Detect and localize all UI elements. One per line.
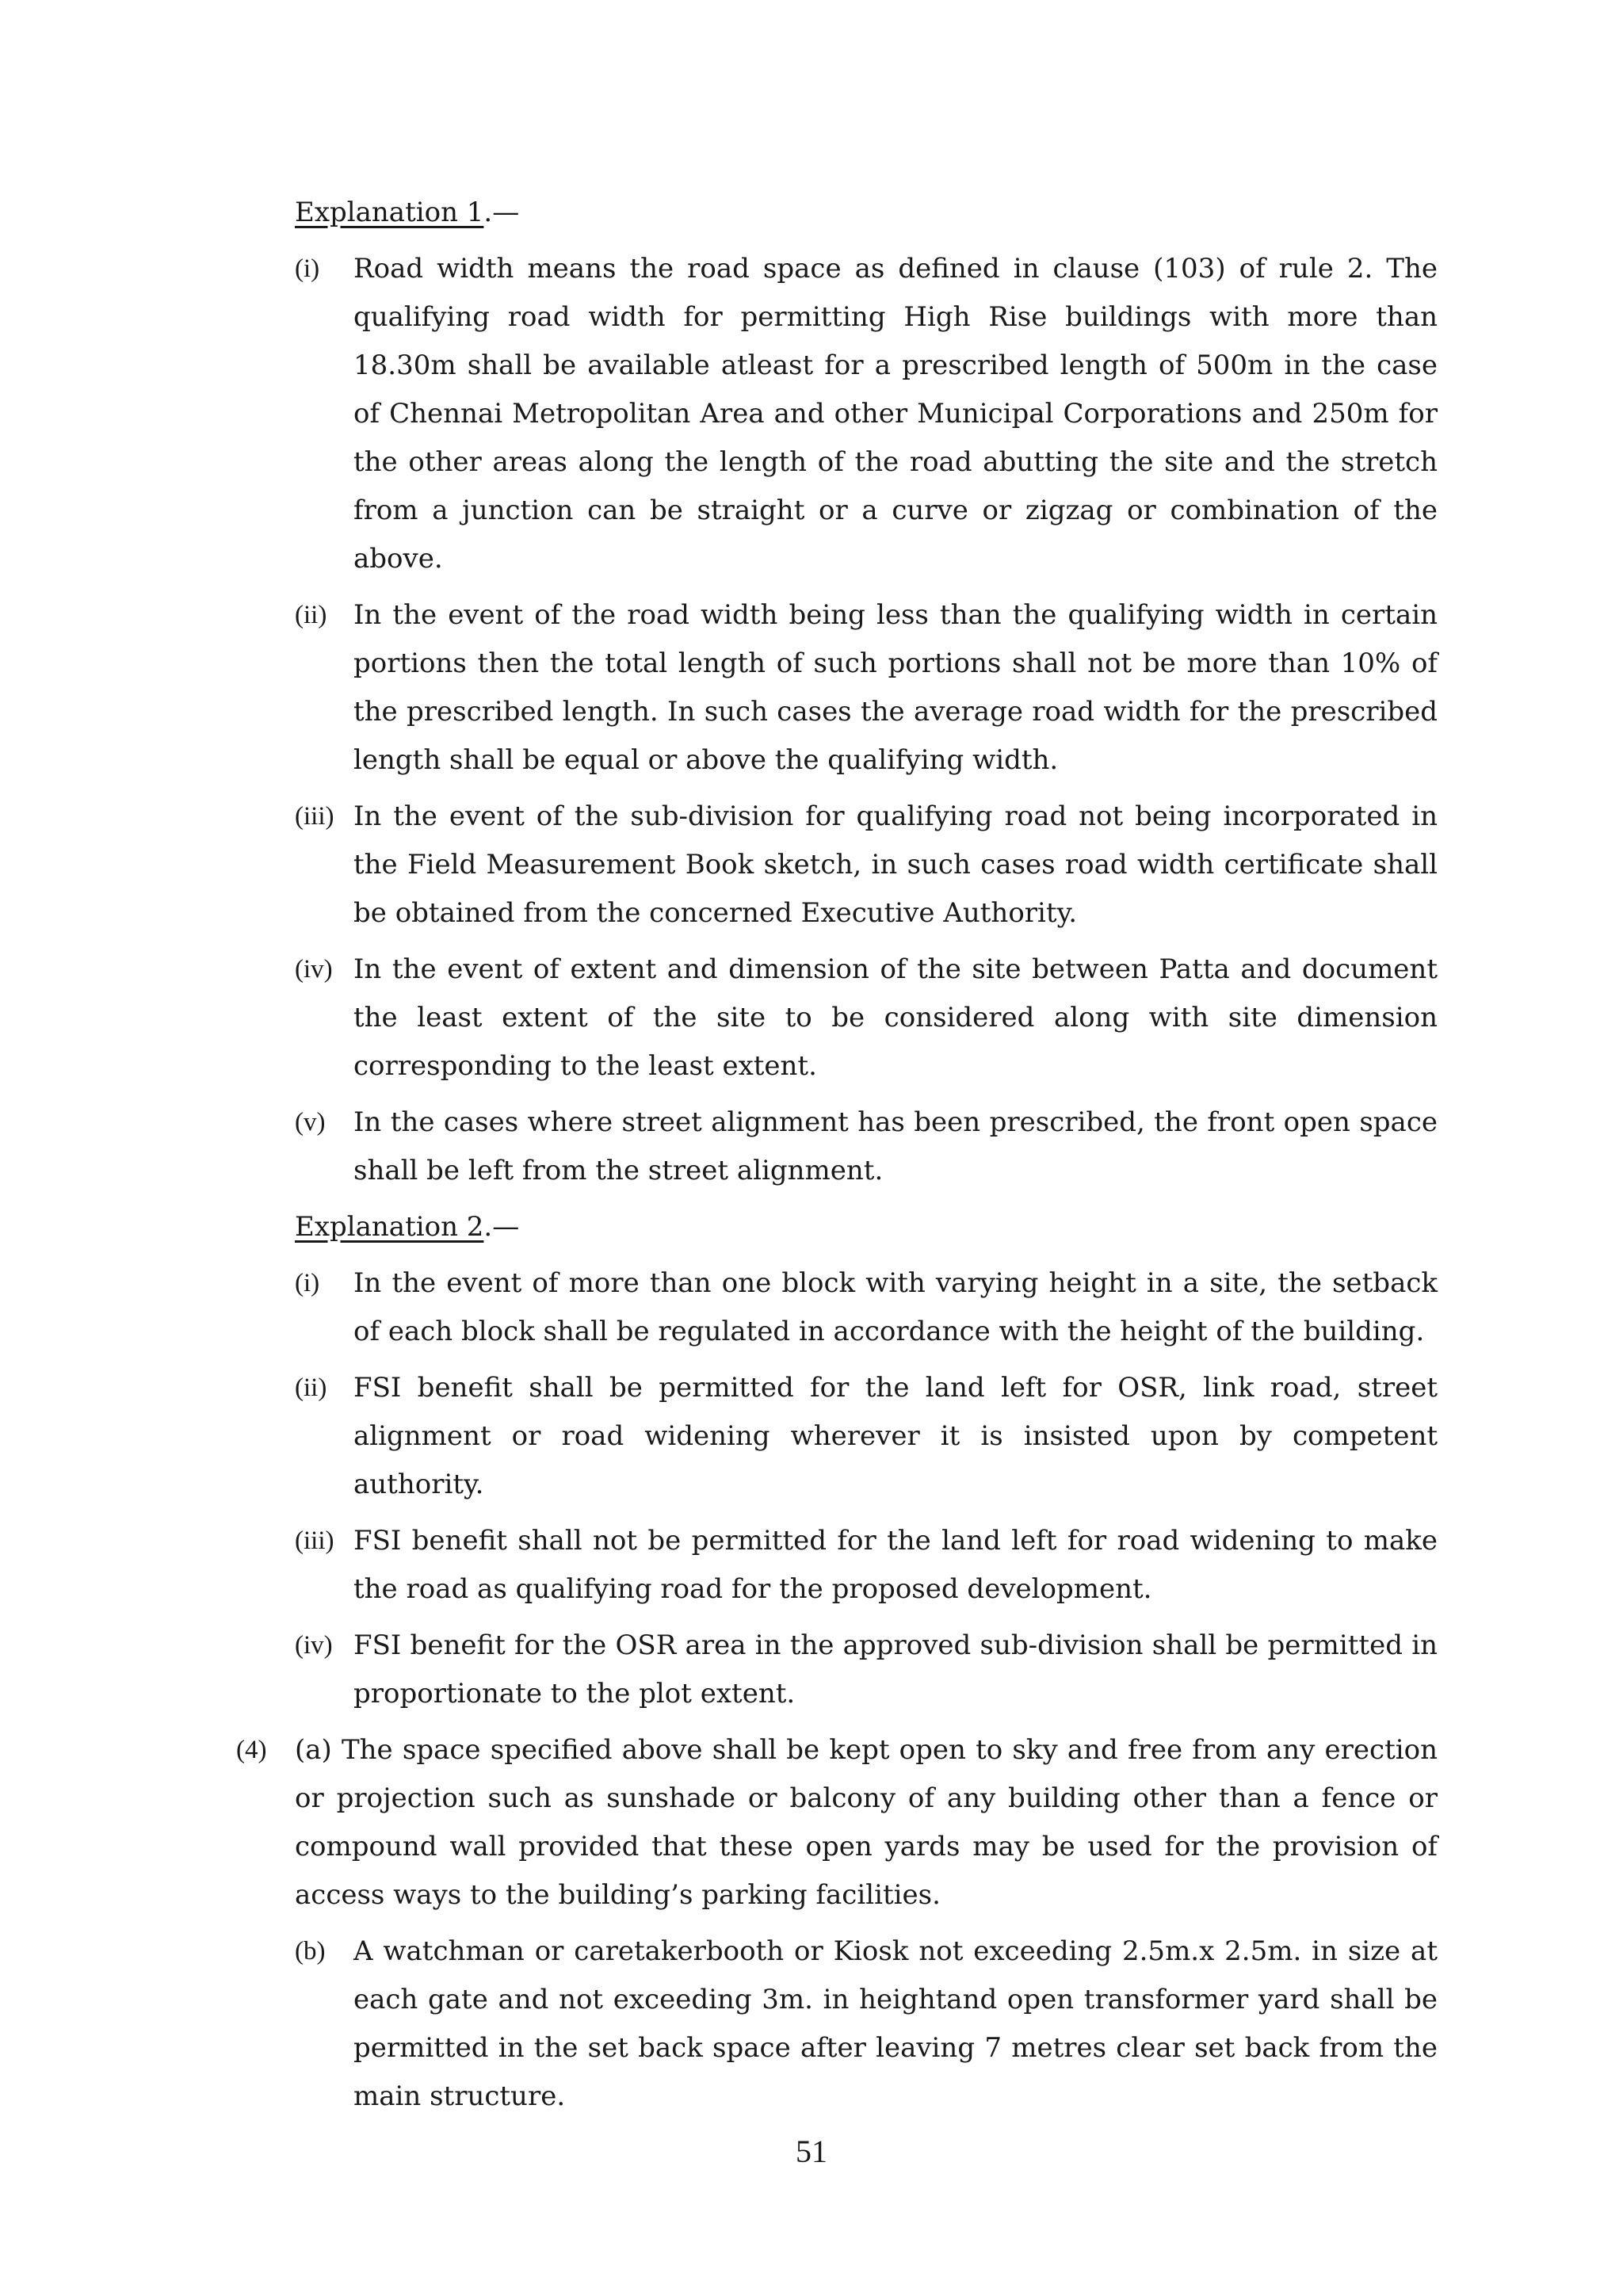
explanation-1-heading-text: Explanation 1 <box>295 197 484 228</box>
explanation-1-item-i <box>236 245 1438 583</box>
item-text: In the event of extent and dimension of the site between Patta and document the least extent of the site to be considered along with site dimension corresponding to the least extent. <box>353 953 1438 1082</box>
explanation-2-item-iii <box>236 1517 1438 1614</box>
item-number: (iv) <box>295 1631 333 1660</box>
explanation-1-item-iv <box>236 946 1438 1091</box>
item-number: (i) <box>295 1269 320 1297</box>
item-text: FSI benefit shall be permitted for the land left for OSR, link road, street alignment or road widening wherever it is insisted upon by competent authority. <box>353 1372 1438 1500</box>
explanation-2-item-i <box>236 1259 1438 1356</box>
item-text: FSI benefit shall not be permitted for the land left for road widening to make the road as qualifying road for the proposed development. <box>353 1525 1438 1605</box>
item-text: A watchman or caretakerbooth or Kiosk not exceeding 2.5m.x 2.5m. in size at each gate and not exceeding 3m. in heightand open transformer yard shall be permitted in the set back space after leaving 7 metres clear set back from the main structure. <box>353 1935 1438 2112</box>
page-content <box>236 189 1438 2129</box>
item-text: FSI benefit for the OSR area in the approved sub-division shall be permitted in proportionate to the plot extent. <box>353 1629 1438 1710</box>
clause-text: (a) The space specified above shall be kept open to sky and free from any erection or projection such as sunshade or balcony of any building other than a fence or compound wall provided that these open yards may be used for the provision of access ways to the building’s parking facilities. <box>295 1734 1438 1911</box>
item-text: In the event of the road width being less than the qualifying width in certain portions then the total length of such portions shall not be more than 10% of the prescribed length. In such cases the average road width for the prescribed length shall be equal or above the qualifying width. <box>353 599 1438 776</box>
item-number: (b) <box>295 1937 326 1966</box>
item-number: (v) <box>295 1108 326 1137</box>
explanation-1-item-ii <box>236 591 1438 785</box>
item-number: (i) <box>295 254 320 283</box>
page-number: 51 <box>796 2134 827 2169</box>
item-number: (iv) <box>295 955 333 984</box>
item-text: In the cases where street alignment has been prescribed, the front open space shall be left from the street alignment. <box>353 1106 1438 1186</box>
explanation-2-heading-text: Explanation 2 <box>295 1211 484 1243</box>
item-number: (ii) <box>295 1373 327 1402</box>
explanation-2-item-iv <box>236 1622 1438 1718</box>
item-text: In the event of more than one block with varying height in a site, the setback of each block shall be regulated in accordance with the height of the building. <box>353 1267 1438 1347</box>
explanation-1-item-iii <box>236 793 1438 938</box>
explanation-1-dash: .— <box>483 197 520 228</box>
item-number: (iii) <box>295 802 334 831</box>
item-number: (iii) <box>295 1526 334 1555</box>
clause-number: (4) <box>236 1736 267 1764</box>
item-number: (ii) <box>295 601 327 629</box>
item-text: In the event of the sub-division for qualifying road not being incorporated in the Field Measurement Book sketch, in such cases road width certificate shall be obtained from the concerned Executive Authority. <box>353 800 1438 929</box>
item-text: Road width means the road space as defined in clause (103) of rule 2. The qualifying road width for permitting High Rise buildings with more than 18.30m shall be available atleast for a prescribed length of 500m in the case of Chennai Metropolitan Area and other Municipal Corporations and 250m for the other areas along the length of the road abutting the site and the stretch from a junction can be straight or a curve or zigzag or combination of the above. <box>353 253 1438 575</box>
explanation-2-dash: .— <box>483 1211 520 1243</box>
explanation-1-heading <box>295 189 1438 237</box>
explanation-2-heading <box>295 1203 1438 1251</box>
explanation-1-item-v <box>236 1098 1438 1195</box>
explanation-2-item-ii <box>236 1364 1438 1509</box>
clause-4-paragraph-a <box>236 1726 1438 1920</box>
clause-4-item-b <box>236 1927 1438 2121</box>
